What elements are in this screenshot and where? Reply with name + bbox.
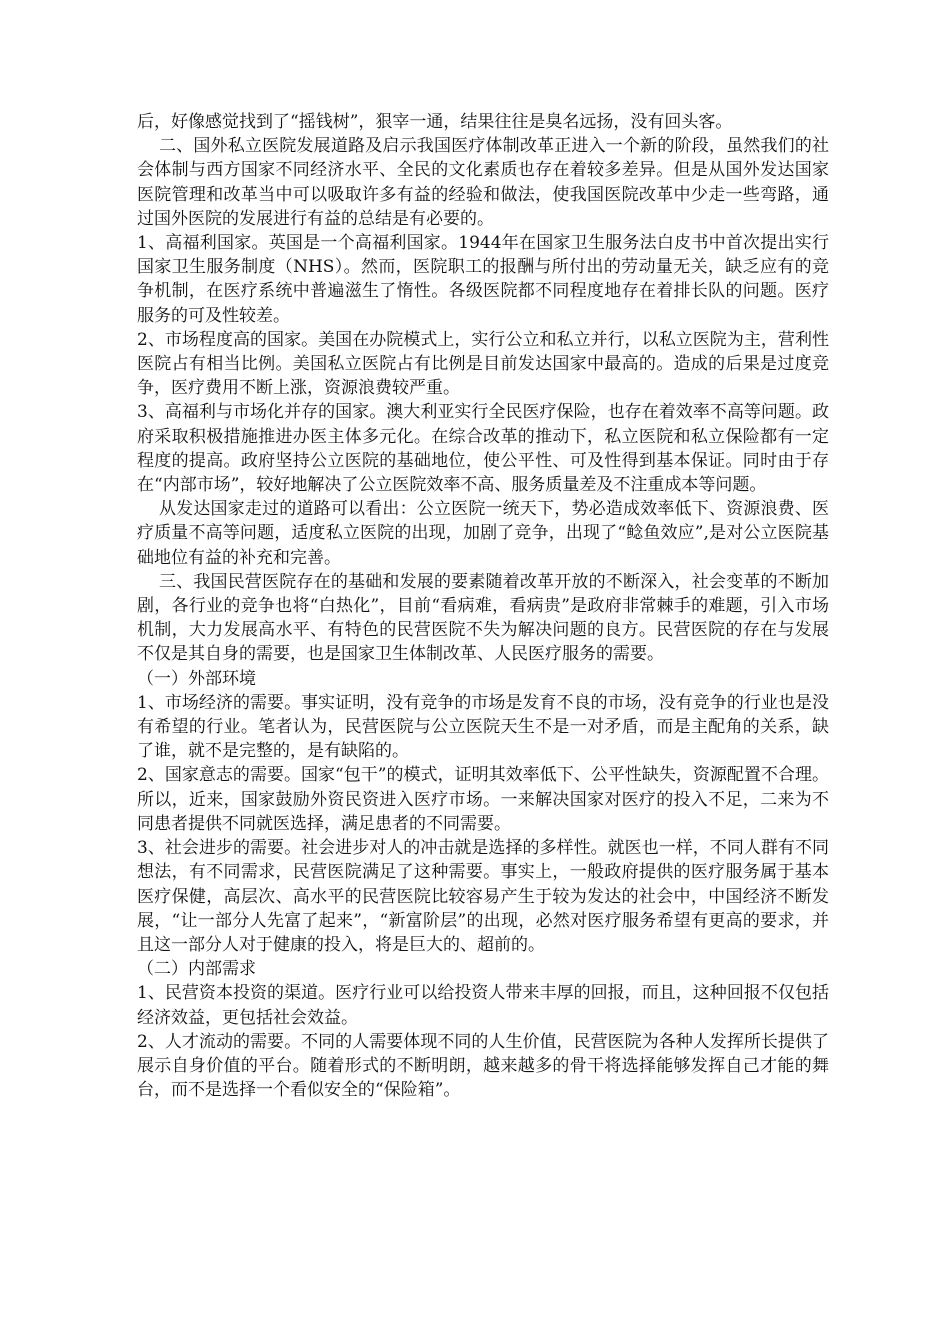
- document-page: [137, 110, 829, 1102]
- paragraph-australia: 3、高福利与市场化并存的国家。澳大利亚实行全民医疗保险，也存在着效率不高等问题。政府采取积极措施推进办医主体多元化。在综合改革的推动下，私立医院和私立保险都有一定程度的提高。政府坚持公立医院的基础地位，使公平性、可及性得到基本保证。同时由于存在“内部市场”，较好地解决了公立医院效率不高、服务质量差及不注重成本等问题。: [137, 402, 829, 496]
- section-heading-foreign-hospitals: 二、国外私立医院发展道路及启示我国医疗体制改革正进入一个新的阶段，虽然我们的社会体制与西方国家不同经济水平、全民的文化素质也存在着较多差异。但是从国外发达国家医院管理和改革当中可以吸取许多有益的经验和做法，使我国医院改革中少走一些弯路，通过国外医院的发展进行有益的总结是有必要的。: [137, 136, 829, 229]
- paragraph-national-will: 2、国家意志的需要。国家“包干”的模式，证明其效率低下、公平性缺失，资源配置不合理。所以，近来，国家鼓励外资民资进入医疗市场。一来解决国家对医疗的投入不足，二来为不同患者提供不同就医选择，满足患者的不同需要。: [137, 765, 829, 834]
- paragraph-private-capital: 1、民营资本投资的渠道。医疗行业可以给投资人带来丰厚的回报，而且，这种回报不仅包括经济效益，更包括社会效益。: [137, 983, 829, 1028]
- subheading-external-environment: （一）外部环境: [137, 668, 256, 689]
- paragraph-talent-flow: 2、人才流动的需要。不同的人需要体现不同的人生价值，民营医院为各种人发挥所长提供了展示自身价值的平台。随着形式的不断明朗，越来越多的骨干将选择能够发挥自己才能的舞台，而不是选择一个看似安全的“保险箱”。: [137, 1031, 829, 1101]
- subheading-internal-demand: （二）内部需求: [137, 959, 256, 980]
- paragraph-uk: 1、高福利国家。英国是一个高福利国家。1944年在国家卫生服务法白皮书中首次提出实行国家卫生服务制度（NHS）。然而，医院职工的报酬与所付出的劳动量无关，缺乏应有的竞争机制，在医疗系统中普遍滋生了惰性。各级医院都不同程度地存在着排长队的问题。医疗服务的可及性较差。: [137, 233, 829, 326]
- paragraph-market-economy: 1、市场经济的需要。事实证明，没有竞争的市场是发育不良的市场，没有竞争的行业也是没有希望的行业。笔者认为，民营医院与公立医院天生不是一对矛盾，而是主配角的关系，缺了谁，就不是完整的，是有缺陷的。: [137, 692, 829, 762]
- paragraph-us: 2、市场程度高的国家。美国在办院模式上，实行公立和私立并行，以私立医院为主，营利性医院占有相当比例。美国私立医院占有比例是目前发达国家中最高的。造成的后果是过度竞争，医疗费用不断上涨，资源浪费较严重。: [137, 329, 829, 399]
- paragraph-social-progress: 3、社会进步的需要。社会进步对人的冲击就是选择的多样性。就医也一样，不同人群有不同想法，有不同需求，民营医院满足了这种需要。事实上，一般政府提供的医疗服务属于基本医疗保健，高层次、高水平的民营医院比较容易产生于较为发达的社会中，中国经济不断发展，“让一部分人先富了起来”，“新富阶层”的出现，必然对医疗服务希望有更高的要求，并且这一部分人对于健康的投入，将是巨大的、超前的。: [137, 838, 829, 955]
- section-heading-private-hospitals: 三、我国民营医院存在的基础和发展的要素随着改革开放的不断深入，社会变革的不断加剧，各行业的竞争也将“白热化”，目前“看病难，看病贵”是政府非常棘手的难题，引入市场机制，大力发展高水平、有特色的民营医院不失为解决问题的良方。民营医院的存在与发展不仅是其自身的需要，也是国家卫生体制改革、人民医疗服务的需要。: [137, 571, 829, 665]
- paragraph-summary: 从发达国家走过的道路可以看出：公立医院一统天下，势必造成效率低下、资源浪费、医疗质量不高等问题，适度私立医院的出现，加剧了竞争，出现了“鲶鱼效应”,是对公立医院基础地位有益的补充和完善。: [137, 499, 829, 568]
- paragraph-continuation: 后，好像感觉找到了“摇钱树”，狠宰一通，结果往往是臭名远扬，没有回头客。: [137, 112, 733, 132]
